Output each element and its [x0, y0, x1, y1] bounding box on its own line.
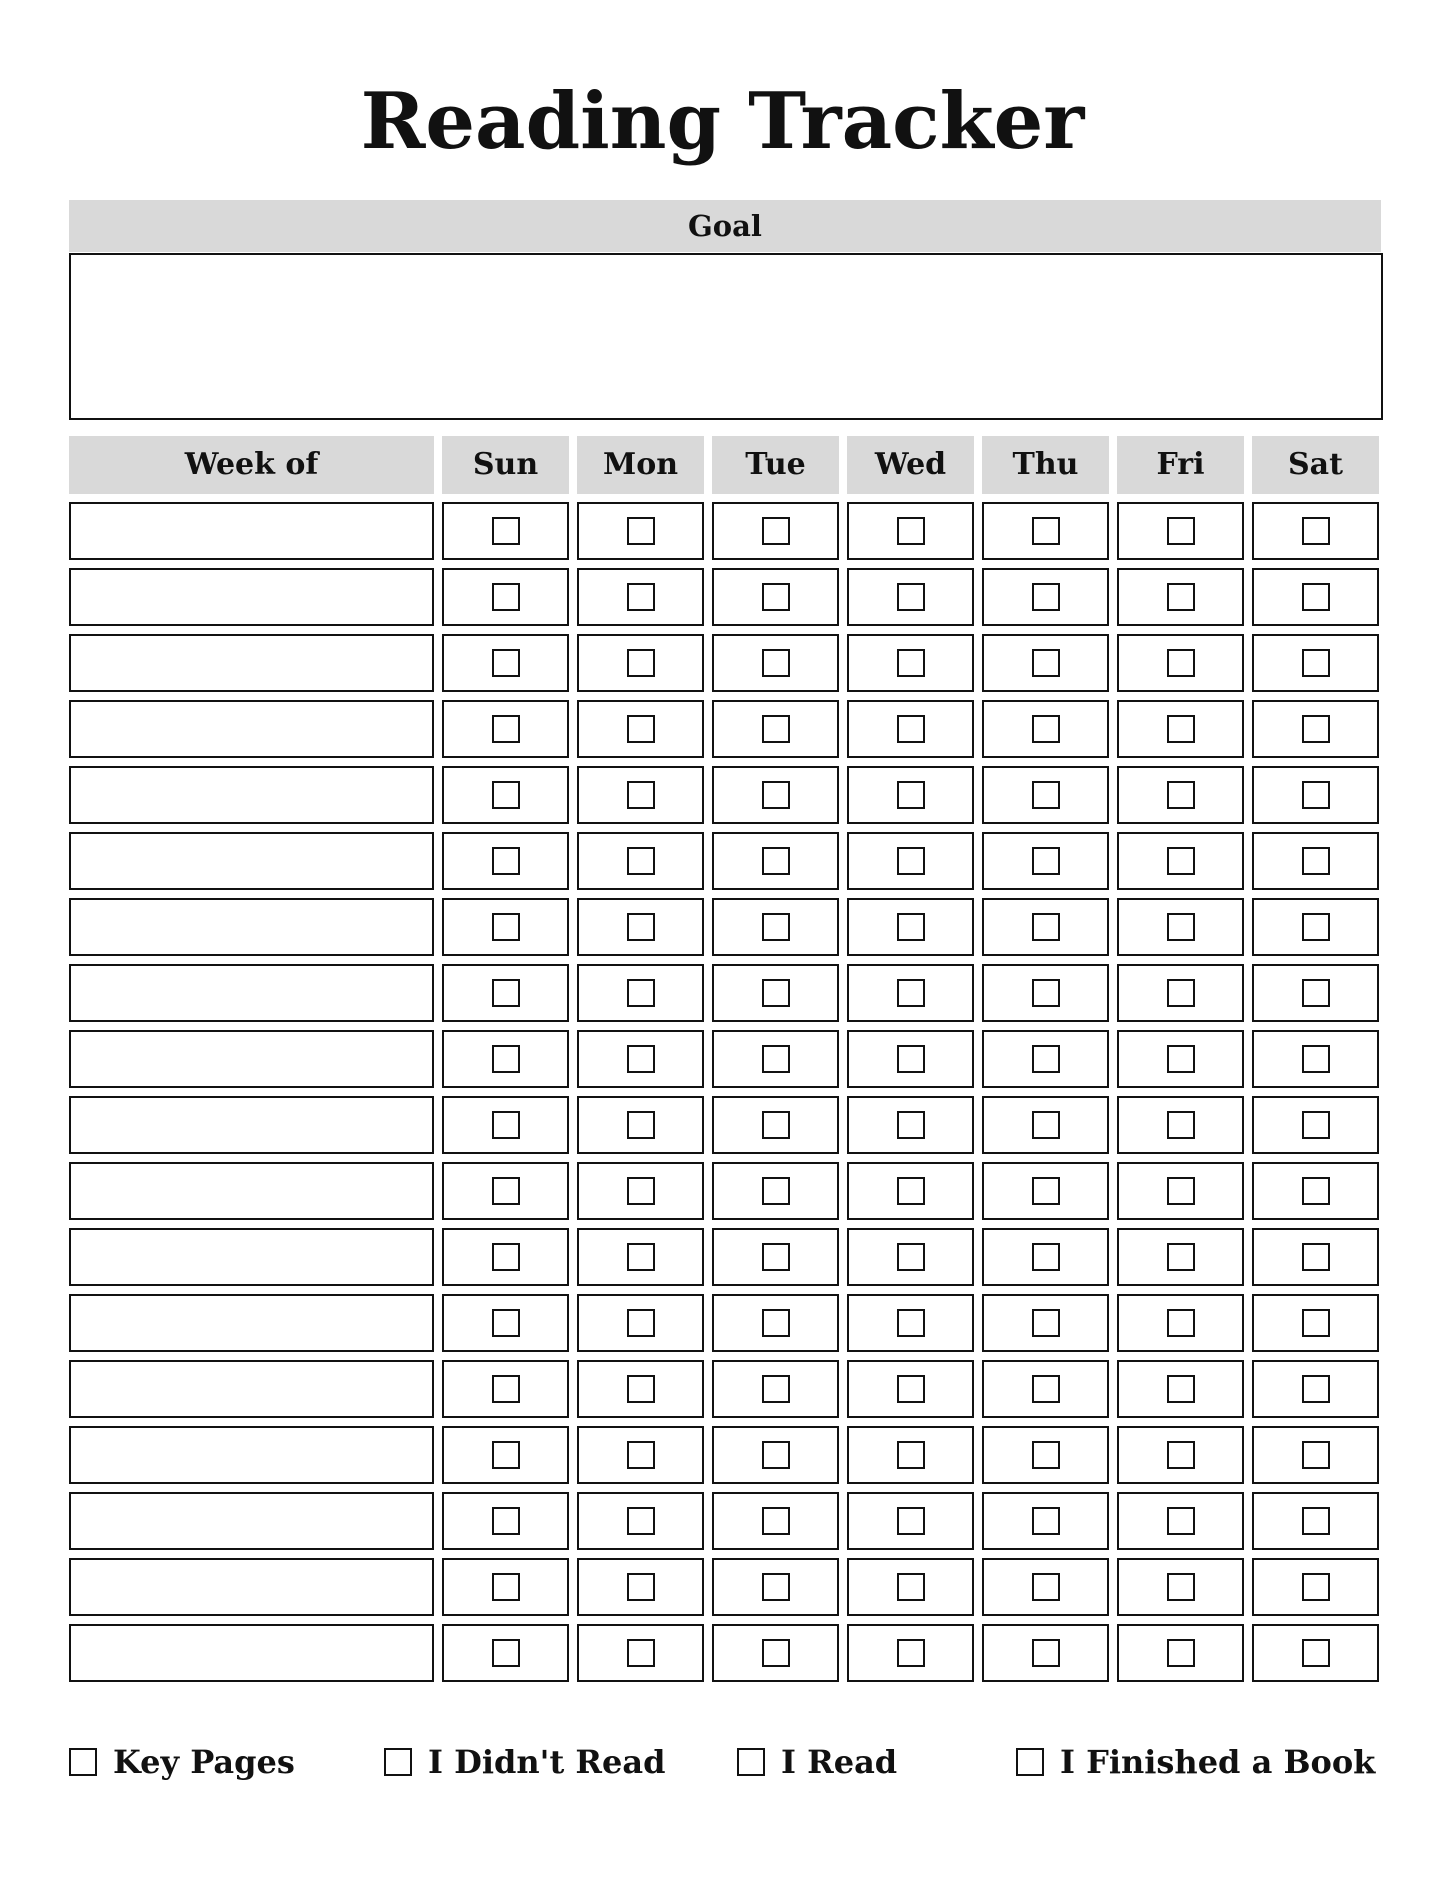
day-checkbox-sat[interactable]: [1302, 1507, 1330, 1535]
day-cell-sun: [442, 1492, 569, 1550]
day-checkbox-fri[interactable]: [1167, 1573, 1195, 1601]
day-checkbox-thu[interactable]: [1032, 649, 1060, 677]
day-checkbox-fri[interactable]: [1167, 649, 1195, 677]
day-checkbox-wed[interactable]: [897, 517, 925, 545]
day-checkbox-fri[interactable]: [1167, 781, 1195, 809]
day-checkbox-fri[interactable]: [1167, 517, 1195, 545]
day-cell-sat: [1252, 898, 1379, 956]
day-checkbox-tue[interactable]: [762, 517, 790, 545]
day-checkbox-mon[interactable]: [627, 1639, 655, 1667]
goal-field[interactable]: [69, 253, 1383, 420]
day-checkbox-wed[interactable]: [897, 847, 925, 875]
legend-checkbox-read[interactable]: [737, 1748, 765, 1776]
day-cell-tue: [712, 568, 839, 626]
day-checkbox-wed[interactable]: [897, 1243, 925, 1271]
legend-checkbox-finished-book[interactable]: [1016, 1748, 1044, 1776]
day-header-thu: Thu: [982, 436, 1109, 494]
day-cell-tue: [712, 898, 839, 956]
day-cell-wed: [847, 568, 974, 626]
day-checkbox-thu[interactable]: [1032, 1045, 1060, 1073]
day-cell-fri: [1117, 568, 1244, 626]
day-cell-fri: [1117, 1228, 1244, 1286]
day-cell-thu: [982, 700, 1109, 758]
week-of-field[interactable]: [69, 1492, 434, 1550]
day-cell-wed: [847, 1360, 974, 1418]
day-checkbox-fri[interactable]: [1167, 1639, 1195, 1667]
day-checkbox-sat[interactable]: [1302, 1243, 1330, 1271]
week-of-field[interactable]: [69, 1030, 434, 1088]
day-checkbox-wed[interactable]: [897, 781, 925, 809]
day-checkbox-wed[interactable]: [897, 1309, 925, 1337]
day-checkbox-wed[interactable]: [897, 1045, 925, 1073]
day-cell-tue: [712, 634, 839, 692]
day-cell-wed: [847, 1558, 974, 1616]
day-checkbox-sat[interactable]: [1302, 583, 1330, 611]
day-cell-mon: [577, 1294, 704, 1352]
day-cell-tue: [712, 1030, 839, 1088]
day-cell-mon: [577, 1096, 704, 1154]
day-checkbox-sun[interactable]: [492, 781, 520, 809]
day-checkbox-fri[interactable]: [1167, 1375, 1195, 1403]
day-checkbox-sun[interactable]: [492, 649, 520, 677]
day-checkbox-sat[interactable]: [1302, 517, 1330, 545]
day-checkbox-fri[interactable]: [1167, 1309, 1195, 1337]
day-cell-sun: [442, 964, 569, 1022]
day-header-mon: Mon: [577, 436, 704, 494]
day-cell-sat: [1252, 568, 1379, 626]
day-cell-wed: [847, 1294, 974, 1352]
day-cell-mon: [577, 766, 704, 824]
day-checkbox-tue[interactable]: [762, 1111, 790, 1139]
day-cell-sat: [1252, 766, 1379, 824]
day-cell-fri: [1117, 964, 1244, 1022]
day-checkbox-tue[interactable]: [762, 979, 790, 1007]
week-of-field[interactable]: [69, 1624, 434, 1682]
day-cell-fri: [1117, 634, 1244, 692]
day-cell-mon: [577, 1492, 704, 1550]
day-cell-mon: [577, 502, 704, 560]
day-cell-tue: [712, 1228, 839, 1286]
day-checkbox-tue[interactable]: [762, 1375, 790, 1403]
day-checkbox-thu[interactable]: [1032, 1177, 1060, 1205]
day-cell-wed: [847, 1162, 974, 1220]
day-cell-sat: [1252, 964, 1379, 1022]
day-checkbox-wed[interactable]: [897, 1573, 925, 1601]
day-checkbox-thu[interactable]: [1032, 1441, 1060, 1469]
day-checkbox-mon[interactable]: [627, 583, 655, 611]
day-cell-fri: [1117, 1162, 1244, 1220]
day-cell-sun: [442, 898, 569, 956]
day-cell-wed: [847, 1096, 974, 1154]
day-cell-mon: [577, 964, 704, 1022]
day-cell-mon: [577, 1624, 704, 1682]
day-checkbox-tue[interactable]: [762, 649, 790, 677]
day-cell-sat: [1252, 832, 1379, 890]
day-checkbox-tue[interactable]: [762, 781, 790, 809]
day-checkbox-mon[interactable]: [627, 1045, 655, 1073]
day-checkbox-wed[interactable]: [897, 583, 925, 611]
day-cell-sat: [1252, 1096, 1379, 1154]
day-checkbox-tue[interactable]: [762, 913, 790, 941]
day-cell-mon: [577, 568, 704, 626]
day-checkbox-fri[interactable]: [1167, 847, 1195, 875]
day-checkbox-sat[interactable]: [1302, 1375, 1330, 1403]
day-checkbox-sun[interactable]: [492, 913, 520, 941]
day-cell-sun: [442, 634, 569, 692]
day-checkbox-mon[interactable]: [627, 1441, 655, 1469]
day-checkbox-mon[interactable]: [627, 1375, 655, 1403]
day-cell-thu: [982, 1030, 1109, 1088]
day-checkbox-sun[interactable]: [492, 1177, 520, 1205]
day-checkbox-tue[interactable]: [762, 1507, 790, 1535]
day-cell-fri: [1117, 766, 1244, 824]
day-checkbox-sun[interactable]: [492, 847, 520, 875]
day-checkbox-tue[interactable]: [762, 1045, 790, 1073]
day-cell-sun: [442, 700, 569, 758]
day-checkbox-mon[interactable]: [627, 979, 655, 1007]
day-checkbox-sun[interactable]: [492, 979, 520, 1007]
day-cell-fri: [1117, 1558, 1244, 1616]
day-checkbox-mon[interactable]: [627, 715, 655, 743]
legend-label-key-pages: Key Pages: [113, 1743, 295, 1781]
day-checkbox-tue[interactable]: [762, 1639, 790, 1667]
week-of-field[interactable]: [69, 1360, 434, 1418]
day-cell-sat: [1252, 502, 1379, 560]
day-checkbox-wed[interactable]: [897, 1507, 925, 1535]
week-of-field[interactable]: [69, 1228, 434, 1286]
legend-item-key-pages: [69, 1738, 295, 1786]
day-checkbox-mon[interactable]: [627, 781, 655, 809]
day-header-wed: Wed: [847, 436, 974, 494]
legend-checkbox-didnt-read[interactable]: [384, 1748, 412, 1776]
day-cell-mon: [577, 1228, 704, 1286]
day-checkbox-sun[interactable]: [492, 1309, 520, 1337]
day-cell-mon: [577, 1360, 704, 1418]
day-cell-fri: [1117, 1294, 1244, 1352]
day-checkbox-sat[interactable]: [1302, 1573, 1330, 1601]
day-checkbox-sun[interactable]: [492, 583, 520, 611]
day-cell-fri: [1117, 1030, 1244, 1088]
week-of-field[interactable]: [69, 766, 434, 824]
day-cell-sun: [442, 1558, 569, 1616]
day-cell-mon: [577, 1030, 704, 1088]
day-cell-sat: [1252, 634, 1379, 692]
day-cell-sun: [442, 1294, 569, 1352]
day-checkbox-sat[interactable]: [1302, 649, 1330, 677]
day-checkbox-fri[interactable]: [1167, 1243, 1195, 1271]
day-cell-fri: [1117, 1624, 1244, 1682]
day-checkbox-sun[interactable]: [492, 715, 520, 743]
day-checkbox-sat[interactable]: [1302, 781, 1330, 809]
day-cell-fri: [1117, 502, 1244, 560]
day-cell-wed: [847, 700, 974, 758]
day-cell-thu: [982, 1294, 1109, 1352]
day-cell-tue: [712, 766, 839, 824]
day-cell-tue: [712, 1558, 839, 1616]
day-cell-mon: [577, 634, 704, 692]
day-checkbox-fri[interactable]: [1167, 913, 1195, 941]
day-cell-mon: [577, 1426, 704, 1484]
day-header-tue: Tue: [712, 436, 839, 494]
day-checkbox-fri[interactable]: [1167, 715, 1195, 743]
week-of-field[interactable]: [69, 832, 434, 890]
day-checkbox-thu[interactable]: [1032, 715, 1060, 743]
day-checkbox-thu[interactable]: [1032, 1573, 1060, 1601]
day-checkbox-mon[interactable]: [627, 1573, 655, 1601]
day-checkbox-sat[interactable]: [1302, 1177, 1330, 1205]
week-of-field[interactable]: [69, 568, 434, 626]
day-cell-wed: [847, 1624, 974, 1682]
day-cell-sun: [442, 832, 569, 890]
day-cell-fri: [1117, 700, 1244, 758]
day-checkbox-wed[interactable]: [897, 1441, 925, 1469]
day-checkbox-mon[interactable]: [627, 1111, 655, 1139]
day-checkbox-thu[interactable]: [1032, 781, 1060, 809]
day-checkbox-wed[interactable]: [897, 979, 925, 1007]
day-cell-thu: [982, 1426, 1109, 1484]
week-of-field[interactable]: [69, 964, 434, 1022]
day-checkbox-fri[interactable]: [1167, 1441, 1195, 1469]
day-cell-sun: [442, 766, 569, 824]
day-cell-mon: [577, 1162, 704, 1220]
day-cell-sun: [442, 502, 569, 560]
day-cell-sat: [1252, 1426, 1379, 1484]
day-cell-tue: [712, 1162, 839, 1220]
day-checkbox-thu[interactable]: [1032, 1309, 1060, 1337]
day-checkbox-thu[interactable]: [1032, 979, 1060, 1007]
day-cell-fri: [1117, 832, 1244, 890]
day-checkbox-wed[interactable]: [897, 649, 925, 677]
day-cell-tue: [712, 1360, 839, 1418]
day-checkbox-thu[interactable]: [1032, 847, 1060, 875]
day-checkbox-sat[interactable]: [1302, 847, 1330, 875]
day-cell-fri: [1117, 1096, 1244, 1154]
day-checkbox-thu[interactable]: [1032, 1507, 1060, 1535]
day-checkbox-wed[interactable]: [897, 1111, 925, 1139]
week-of-field[interactable]: [69, 700, 434, 758]
day-checkbox-sat[interactable]: [1302, 1045, 1330, 1073]
day-cell-sun: [442, 1228, 569, 1286]
day-checkbox-fri[interactable]: [1167, 979, 1195, 1007]
day-checkbox-mon[interactable]: [627, 847, 655, 875]
day-checkbox-thu[interactable]: [1032, 913, 1060, 941]
day-cell-thu: [982, 1624, 1109, 1682]
day-checkbox-sun[interactable]: [492, 1639, 520, 1667]
day-cell-sun: [442, 1624, 569, 1682]
day-header-sun: Sun: [442, 436, 569, 494]
day-checkbox-fri[interactable]: [1167, 1045, 1195, 1073]
day-cell-wed: [847, 502, 974, 560]
day-cell-sat: [1252, 700, 1379, 758]
day-cell-thu: [982, 1228, 1109, 1286]
day-checkbox-thu[interactable]: [1032, 1639, 1060, 1667]
day-cell-tue: [712, 1624, 839, 1682]
day-checkbox-wed[interactable]: [897, 1177, 925, 1205]
day-checkbox-mon[interactable]: [627, 1177, 655, 1205]
day-cell-fri: [1117, 1360, 1244, 1418]
day-checkbox-sun[interactable]: [492, 517, 520, 545]
day-cell-mon: [577, 898, 704, 956]
day-cell-sat: [1252, 1162, 1379, 1220]
day-checkbox-sat[interactable]: [1302, 1639, 1330, 1667]
day-cell-tue: [712, 832, 839, 890]
day-cell-mon: [577, 1558, 704, 1616]
day-checkbox-tue[interactable]: [762, 1243, 790, 1271]
day-cell-thu: [982, 1162, 1109, 1220]
day-cell-thu: [982, 964, 1109, 1022]
day-cell-tue: [712, 1096, 839, 1154]
day-cell-wed: [847, 634, 974, 692]
legend-checkbox-key-pages[interactable]: [69, 1748, 97, 1776]
day-checkbox-mon[interactable]: [627, 517, 655, 545]
day-checkbox-tue[interactable]: [762, 583, 790, 611]
legend-label-finished-book: I Finished a Book: [1060, 1743, 1376, 1781]
day-cell-sat: [1252, 1624, 1379, 1682]
day-cell-thu: [982, 568, 1109, 626]
day-checkbox-sun[interactable]: [492, 1045, 520, 1073]
day-checkbox-sat[interactable]: [1302, 1309, 1330, 1337]
day-cell-tue: [712, 1426, 839, 1484]
week-of-field[interactable]: [69, 898, 434, 956]
day-checkbox-fri[interactable]: [1167, 583, 1195, 611]
day-cell-fri: [1117, 898, 1244, 956]
day-checkbox-wed[interactable]: [897, 1375, 925, 1403]
day-checkbox-mon[interactable]: [627, 913, 655, 941]
day-cell-sat: [1252, 1360, 1379, 1418]
week-of-field[interactable]: [69, 502, 434, 560]
day-checkbox-sun[interactable]: [492, 1375, 520, 1403]
day-cell-sun: [442, 1030, 569, 1088]
week-of-field[interactable]: [69, 1426, 434, 1484]
day-cell-mon: [577, 700, 704, 758]
day-cell-wed: [847, 1492, 974, 1550]
day-cell-tue: [712, 700, 839, 758]
day-cell-sun: [442, 1162, 569, 1220]
day-cell-thu: [982, 1096, 1109, 1154]
day-checkbox-tue[interactable]: [762, 1441, 790, 1469]
day-cell-sat: [1252, 1492, 1379, 1550]
day-checkbox-sun[interactable]: [492, 1243, 520, 1271]
day-checkbox-sat[interactable]: [1302, 913, 1330, 941]
week-of-field[interactable]: [69, 1294, 434, 1352]
week-of-header: Week of: [69, 436, 434, 494]
day-cell-sat: [1252, 1558, 1379, 1616]
day-checkbox-tue[interactable]: [762, 847, 790, 875]
day-header-fri: Fri: [1117, 436, 1244, 494]
day-checkbox-mon[interactable]: [627, 1243, 655, 1271]
day-cell-fri: [1117, 1492, 1244, 1550]
day-checkbox-tue[interactable]: [762, 715, 790, 743]
day-cell-wed: [847, 898, 974, 956]
day-checkbox-mon[interactable]: [627, 1309, 655, 1337]
day-cell-fri: [1117, 1426, 1244, 1484]
day-checkbox-wed[interactable]: [897, 1639, 925, 1667]
day-cell-sat: [1252, 1030, 1379, 1088]
day-cell-sun: [442, 568, 569, 626]
day-checkbox-sat[interactable]: [1302, 1441, 1330, 1469]
day-cell-sun: [442, 1096, 569, 1154]
day-cell-tue: [712, 1294, 839, 1352]
day-checkbox-fri[interactable]: [1167, 1177, 1195, 1205]
day-checkbox-sun[interactable]: [492, 1507, 520, 1535]
day-cell-wed: [847, 832, 974, 890]
day-cell-wed: [847, 1228, 974, 1286]
day-cell-thu: [982, 1558, 1109, 1616]
day-cell-wed: [847, 766, 974, 824]
day-checkbox-sat[interactable]: [1302, 979, 1330, 1007]
day-cell-sun: [442, 1360, 569, 1418]
goal-header: Goal: [69, 200, 1381, 252]
day-checkbox-thu[interactable]: [1032, 1375, 1060, 1403]
day-checkbox-mon[interactable]: [627, 1507, 655, 1535]
week-of-field[interactable]: [69, 634, 434, 692]
day-checkbox-wed[interactable]: [897, 715, 925, 743]
day-checkbox-fri[interactable]: [1167, 1111, 1195, 1139]
legend-label-didnt-read: I Didn't Read: [428, 1743, 666, 1781]
day-checkbox-thu[interactable]: [1032, 517, 1060, 545]
day-cell-tue: [712, 964, 839, 1022]
legend-item-read: [737, 1738, 897, 1786]
day-checkbox-thu[interactable]: [1032, 1111, 1060, 1139]
day-checkbox-thu[interactable]: [1032, 583, 1060, 611]
day-cell-thu: [982, 1360, 1109, 1418]
day-cell-mon: [577, 832, 704, 890]
legend-label-read: I Read: [781, 1743, 898, 1781]
day-checkbox-mon[interactable]: [627, 649, 655, 677]
day-checkbox-wed[interactable]: [897, 913, 925, 941]
day-cell-thu: [982, 634, 1109, 692]
day-checkbox-fri[interactable]: [1167, 1507, 1195, 1535]
page-title: Reading Tracker: [360, 76, 1085, 167]
day-checkbox-tue[interactable]: [762, 1177, 790, 1205]
day-cell-tue: [712, 1492, 839, 1550]
day-cell-tue: [712, 502, 839, 560]
day-checkbox-sun[interactable]: [492, 1441, 520, 1469]
day-cell-wed: [847, 964, 974, 1022]
legend-item-finished-book: [1016, 1738, 1375, 1786]
day-checkbox-sun[interactable]: [492, 1111, 520, 1139]
week-of-field[interactable]: [69, 1096, 434, 1154]
legend-item-didnt-read: [384, 1738, 665, 1786]
day-cell-thu: [982, 1492, 1109, 1550]
week-of-field[interactable]: [69, 1558, 434, 1616]
day-cell-thu: [982, 502, 1109, 560]
day-cell-thu: [982, 898, 1109, 956]
day-checkbox-tue[interactable]: [762, 1573, 790, 1601]
day-cell-thu: [982, 832, 1109, 890]
week-of-field[interactable]: [69, 1162, 434, 1220]
day-cell-wed: [847, 1030, 974, 1088]
day-checkbox-sat[interactable]: [1302, 715, 1330, 743]
day-cell-sun: [442, 1426, 569, 1484]
day-checkbox-sat[interactable]: [1302, 1111, 1330, 1139]
day-cell-sat: [1252, 1294, 1379, 1352]
day-cell-sat: [1252, 1228, 1379, 1286]
day-checkbox-tue[interactable]: [762, 1309, 790, 1337]
day-cell-thu: [982, 766, 1109, 824]
day-checkbox-sun[interactable]: [492, 1573, 520, 1601]
day-cell-wed: [847, 1426, 974, 1484]
day-checkbox-thu[interactable]: [1032, 1243, 1060, 1271]
day-header-sat: Sat: [1252, 436, 1379, 494]
